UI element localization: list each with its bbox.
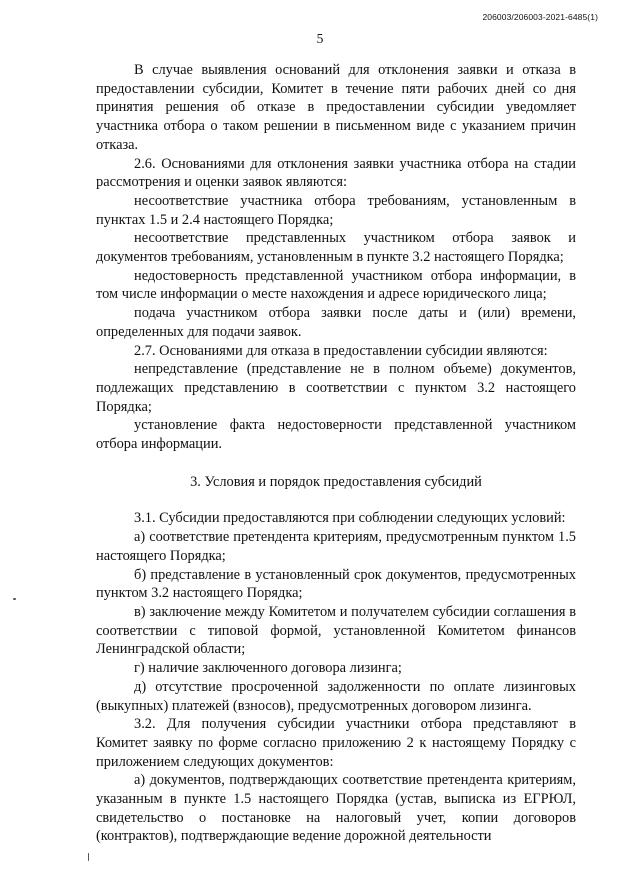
paragraph: В случае выявления оснований для отклонения заявки и отказа в предоставлении субсидии, Комитет в течение пяти рабочих дней со дня принятия решения об отказе в предоставлении субсидии уведомляет участника отбора о таком решении в письменном виде с указанием причин отказа. [96, 62, 576, 153]
document-body [96, 61, 576, 846]
scan-speck [88, 853, 89, 861]
section-heading: 3. Условия и порядок предоставления субсидий [190, 473, 482, 490]
paragraph: г) наличие заключенного договора лизинга; [134, 660, 402, 677]
document-id: 206003/206003-2021-6485(1) [482, 12, 598, 22]
paragraph: недостоверность представленной участником отбора информации, в том числе информации о месте нахождения и адресе юридического лица; [96, 267, 576, 303]
paragraph: непредставление (представление не в полном объеме) документов, подлежащих представлению в соответствии с пунктом 3.2 настоящего Порядка; [96, 361, 576, 415]
paragraph: а) соответствие претендента критериям, предусмотренным пунктом 1.5 настоящего Порядка; [96, 529, 576, 564]
paragraph: установление факта недостоверности представленной участником отбора информации. [96, 417, 576, 453]
paragraph: 2.6. Основаниями для отклонения заявки участника отбора на стадии рассмотрения и оценки заявок являются: [96, 155, 576, 191]
paragraph: 3.2. Для получения субсидии участники отбора представляют в Комитет заявку по форме согласно приложению 2 к настоящему Порядку с приложением следующих документов: [96, 716, 576, 770]
paragraph: 2.7. Основаниями для отказа в предоставлении субсидии являются: [134, 342, 548, 359]
paragraph: д) отсутствие просроченной задолженности по оплате лизинговых (выкупных) платежей (взносов), предусмотренных договором лизинга. [96, 678, 576, 714]
paragraph: б) представление в установленный срок документов, предусмотренных пунктом 3.2 настоящего Порядка; [96, 566, 576, 602]
paragraph: несоответствие участника отбора требованиям, установленным в пунктах 1.5 и 2.4 настоящего Порядка; [96, 192, 576, 228]
scan-speck [13, 598, 16, 600]
paragraph: в) заключение между Комитетом и получателем субсидии соглашения в соответствии с типовой формой, установленной Комитетом финансов Ленинградской области; [96, 603, 576, 658]
paragraph: подача участником отбора заявки после даты и (или) времени, определенных для подачи заявок. [96, 305, 576, 340]
page-number: 5 [316, 31, 324, 46]
paragraph: а) документов, подтверждающих соответствие претендента критериям, указанным в пункте 1.5 настоящего Порядка (устав, выписка из ЕГРЮЛ, свидетельство о постановке на налоговый учет, копии договоров (контрактов), подтверждающие ведение дорожной деятельности [96, 772, 576, 845]
paragraph: 3.1. Субсидии предоставляются при соблюдении следующих условий: [134, 510, 566, 527]
paragraph: несоответствие представленных участником отбора заявок и документов требованиям, установленным в пункте 3.2 настоящего Порядка; [96, 230, 576, 266]
